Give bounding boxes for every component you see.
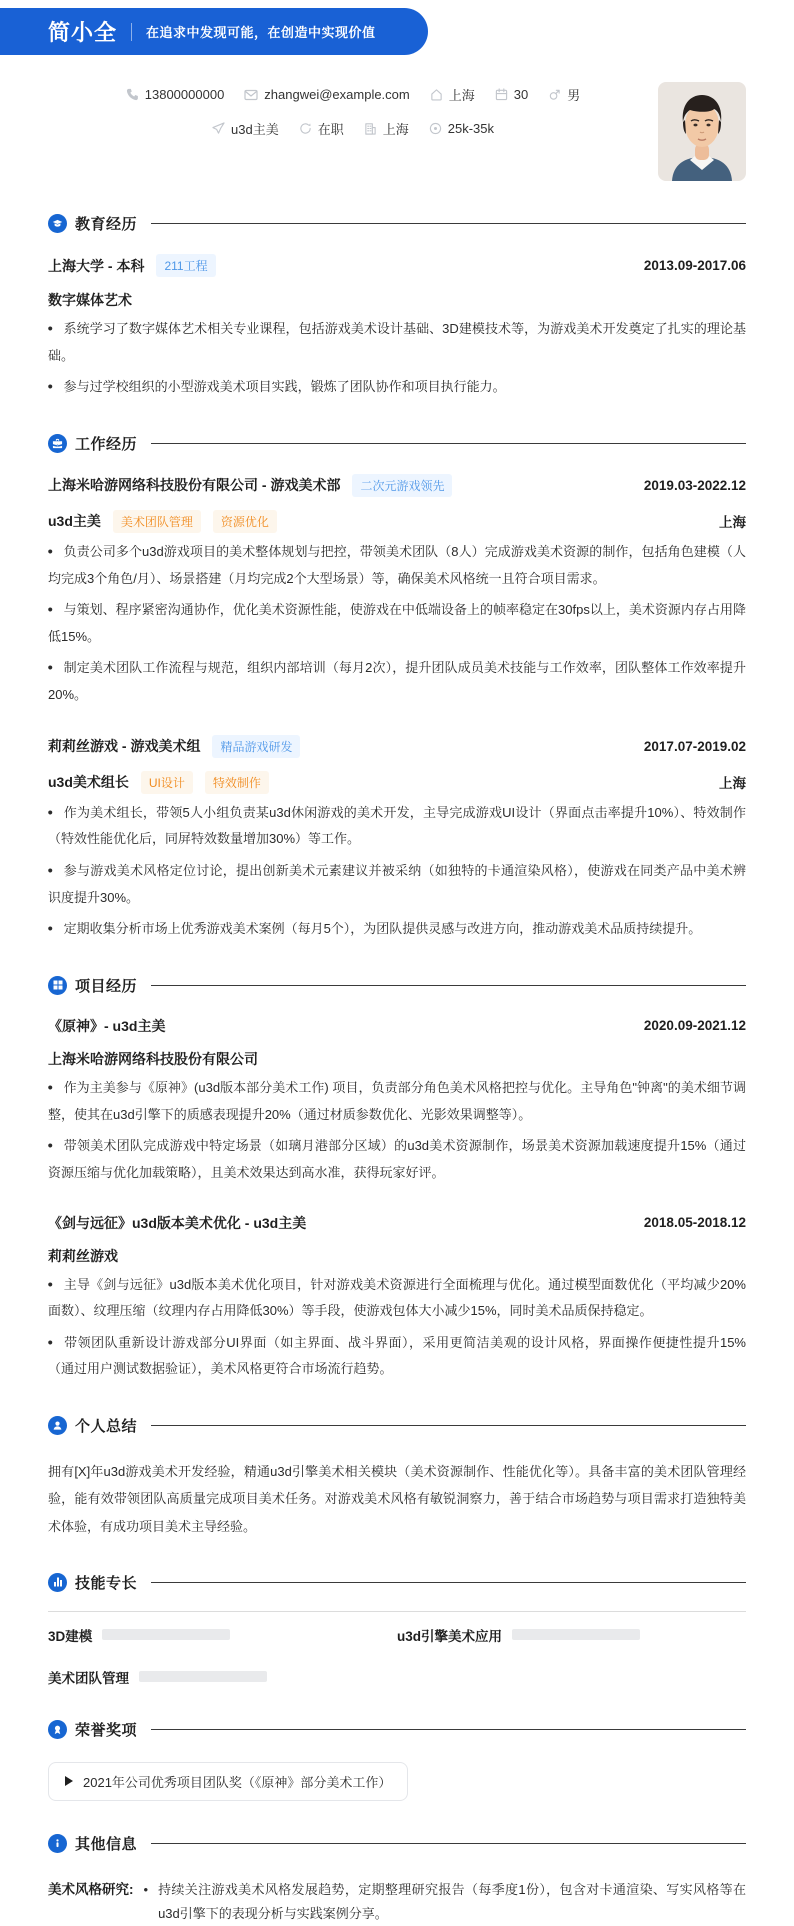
status-icon [299,122,312,135]
age-icon [495,88,508,101]
skill-tag: 特效制作 [205,771,269,794]
skill-progress-track [102,1629,230,1640]
section-title: 工作经历 [75,435,138,453]
city-icon [364,122,377,135]
section-title: 项目经历 [75,977,138,995]
major-name: 数字媒体艺术 [48,292,132,308]
section-title: 技能专长 [75,1574,138,1592]
section-title: 教育经历 [75,216,138,233]
section-divider-line [151,223,746,224]
position-item: u3d主美 [212,119,279,138]
job-title: u3d美术组长 [48,774,129,791]
project-company: 莉莉丝游戏 [48,1247,118,1264]
graduation-cap-icon [48,214,67,233]
other-info-bullets [144,1878,747,1926]
school-badge: 211工程 [156,254,215,277]
skill-name: 3D建模 [48,1628,93,1644]
brand-logo: 简小全 [48,20,118,45]
project-bullet: • 作为主美参与《原神》(u3d版本部分美术工作) 项目，负责部分角色美术风格把控与优化。主导角色"钟离"的美术细节调整，使其在u3d引擎下的质感表现提升20%（通过材质参数优化、光影效果调整等）。 [47,1078,746,1122]
home-item: 上海 [430,85,475,104]
work-bullet: • 作为美术组长，带领5人小组负责某u3d休闲游戏的美术开发，主导完成游戏UI设计（界面点击率提升10%）、特效制作（特效性能优化后，同屏特效数量增加30%）等工作。 [47,803,746,847]
banner-divider [131,23,132,41]
home-icon [430,88,443,101]
education-date: 2013.09-2017.06 [643,258,746,273]
section-title: 荣誉奖项 [75,1721,138,1739]
skill-item [397,1625,746,1645]
work-bullet: • 定期收集分析市场上优秀游戏美术案例（每月5个），为团队提供灵感与改进方向，推动游戏美术品质持续提升。 [47,920,702,938]
project-company: 上海米哈游网络科技股份有限公司 [48,1050,258,1067]
school-name: 上海大学 - 本科 [48,257,145,274]
portrait-photo-illustration [658,82,746,181]
section-divider-line [151,985,746,986]
work-location: 上海 [719,515,746,531]
skill-item [48,1625,397,1645]
phone-item: 13800000000 [126,87,225,102]
skill-name: u3d引擎美术应用 [397,1628,503,1644]
work-bullet: • 参与游戏美术风格定位讨论，提出创新美术元素建议并被采纳（如独特的卡通渲染风格），使游戏在同类产品中美术辨识度提升30%。 [47,861,746,905]
section-divider-line [151,1425,746,1426]
play-triangle-icon [65,1776,73,1786]
section-divider-line [151,1729,746,1730]
other-info-label: 美术风格研究: [48,1881,134,1897]
job-title: u3d主美 [48,513,101,530]
section-title: 其他信息 [75,1835,138,1853]
section-header-education [48,213,746,234]
project-bullet: • 带领团队重新设计游戏部分UI界面（如主界面、战斗界面），采用更简洁美观的设计风格，界面操作便捷性提升15%（通过用户测试数据验证），美术风格更符合市场流行趋势。 [47,1333,746,1377]
gender-icon [548,88,561,101]
project-entry [48,1016,746,1187]
section-header-projects [48,975,746,996]
education-entry [48,254,746,401]
top-banner [0,8,428,55]
skill-name: 美术团队管理 [48,1670,129,1686]
honor-text: 2021年公司优秀项目团队奖（《原神》部分美术工作） [83,1774,392,1790]
work-bullet: • 负责公司多个u3d游戏项目的美术整体规划与把控，带领美术团队（8人）完成游戏美术资源的制作，包括角色建模（人均完成3个角色/月）、场景搭建（月均完成2个大型场景）等，确保美术风格统一且符合项目需求。 [47,542,746,586]
profile-photo [658,82,746,181]
project-entry [48,1213,746,1384]
company-name: 上海米哈游网络科技股份有限公司 - 游戏美术部 [48,477,341,494]
work-entry [48,474,746,709]
other-info-row [48,1878,746,1926]
skill-item [48,1667,397,1687]
email-item: zhangwei@example.com [244,87,409,102]
skill-tag: UI设计 [141,771,193,794]
project-name: 《剑与远征》u3d版本美术优化 - u3d主美 [48,1214,307,1231]
briefcase-icon [48,434,67,453]
section-divider-line [151,1843,746,1844]
profile-header [48,77,746,181]
profile-row-1 [126,85,580,104]
section-title: 个人总结 [75,1418,138,1436]
profile-row-2 [212,119,494,138]
education-bullet: • 系统学习了数字媒体艺术相关专业课程，包括游戏美术设计基础、3D建模技术等，为游戏美术开发奠定了扎实的理论基础。 [47,319,746,363]
salary-icon [429,122,442,135]
company-badge: 二次元游戏领先 [352,474,452,497]
honor-item [48,1762,408,1801]
work-bullet: • 制定美术团队工作流程与规范，组织内部培训（每月2次），提升团队成员美术技能与工作效率，团队整体工作效率提升20%。 [47,659,746,703]
skill-progress-track [139,1671,267,1682]
profile-info [48,77,658,181]
age-item: 30 [495,87,528,102]
skill-progress-track [512,1629,640,1640]
section-header-honors [48,1719,746,1740]
company-name: 莉莉丝游戏 - 游戏美术组 [48,738,201,755]
page-bottom-divider [48,1611,746,1612]
section-header-skills [48,1572,746,1593]
section-divider-line [151,443,746,444]
skill-tag: 美术团队管理 [113,510,201,533]
info-icon [48,1834,67,1853]
section-header-summary [48,1415,746,1436]
phone-icon [126,88,139,101]
section-header-other [48,1833,746,1854]
medal-icon [48,1720,67,1739]
status-item: 在职 [299,119,344,138]
gender-item: 男 [548,85,580,104]
bar-chart-icon [48,1573,67,1592]
project-date: 2018.05-2018.12 [643,1215,746,1231]
company-badge: 精品游戏研发 [212,735,300,758]
work-date: 2017.07-2019.02 [643,738,746,754]
city-item: 上海 [364,119,409,138]
section-header-work [48,433,746,454]
other-info-bullet: • 持续关注游戏美术风格发展趋势，定期整理研究报告（每季度1份），包含对卡通渲染、写实风格等在u3d引擎下的表现分析与实践案例分享。 [143,1881,746,1922]
brand-slogan: 在追求中发现可能，在创造中实现价值 [146,25,376,40]
salary-item: 25k-35k [429,121,494,136]
work-bullet: • 与策划、程序紧密沟通协作，优化美术资源性能，使游戏在中低端设备上的帧率稳定在30fps以上，美术资源内存占用降低15%。 [47,600,746,644]
position-icon [212,122,225,135]
person-icon [48,1416,67,1435]
work-location: 上海 [719,776,746,792]
work-entry [48,735,746,943]
skills-grid [48,1603,746,1687]
project-date: 2020.09-2021.12 [643,1018,746,1034]
summary-text: 拥有[X]年u3d游戏美术开发经验，精通u3d引擎美术相关模块（美术资源制作、性能优化等）。具备丰富的美术团队管理经验，能有效带领团队高质量完成项目美术任务。对游戏美术风格有敏锐洞察力，善于结合市场趋势与项目需求打造独特美术体验，有成功项目美术主导经验。 [48,1464,746,1534]
grid-icon [48,976,67,995]
project-bullet: • 主导《剑与远征》u3d版本美术优化项目，针对游戏美术资源进行全面梳理与优化。通过模型面数优化（平均减少20%面数）、纹理压缩（纹理内存占用降低30%）等手段，使游戏包体大小减少15%，同时美术品质保持稳定。 [47,1275,746,1319]
project-bullet: • 带领美术团队完成游戏中特定场景（如璃月港部分区域）的u3d美术资源制作，场景美术资源加载速度提升15%（通过资源压缩与优化加载策略），且美术效果达到高水准，获得玩家好评。 [47,1137,746,1180]
skill-tag: 资源优化 [213,510,277,533]
section-divider-line [151,1582,746,1583]
work-date: 2019.03-2022.12 [643,477,746,493]
education-bullet: • 参与过学校组织的小型游戏美术项目实践，锻炼了团队协作和项目执行能力。 [47,378,506,396]
project-name: 《原神》- u3d主美 [48,1017,166,1034]
email-icon [244,89,258,101]
